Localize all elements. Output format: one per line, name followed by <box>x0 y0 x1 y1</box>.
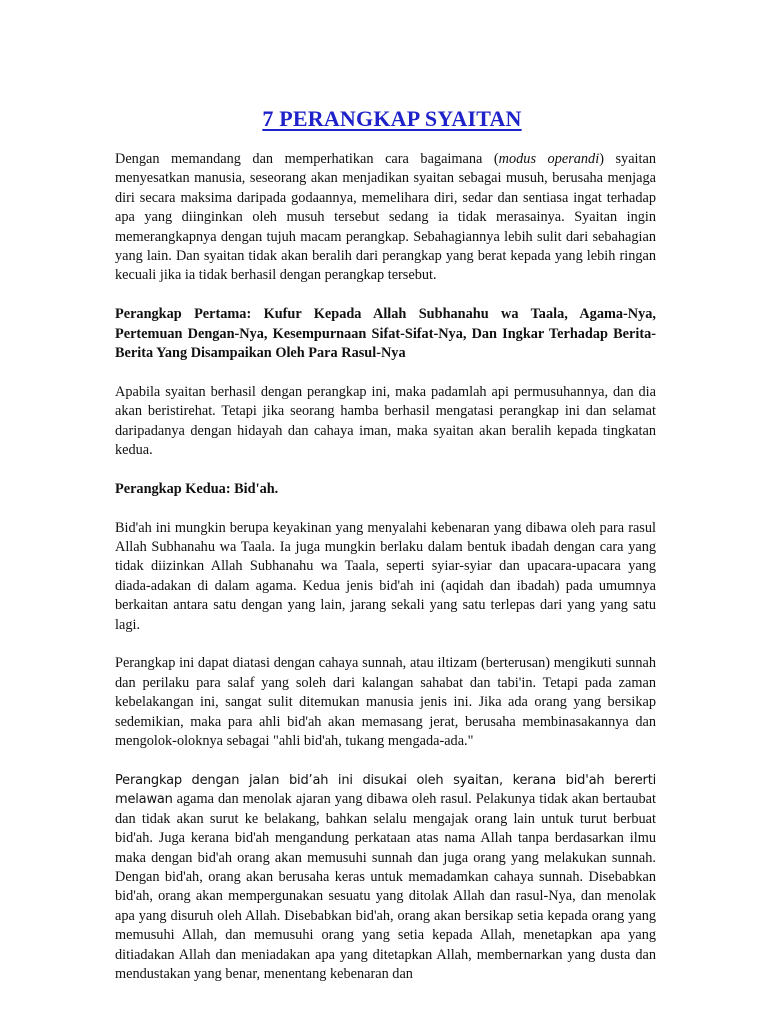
paragraph-bidah-sunnah: Perangkap ini dapat diatasi dengan cahaya sunnah, atau iltizam (berterusan) mengikuti sunnah dan perilaku para salaf yang soleh dari kalangan sahabat dan tabi'in. Tetapi pada zaman kebelakangan ini, sangat sulit ditemukan manusia jenis ini. Jika ada orang yang bersikap sedemikian, maka para ahli bid'ah akan memasang jerat, berusaha membinasakannya dan mengolok-oloknya sebagai "ahli bid'ah, tukang mengada-ada." <box>115 655 656 750</box>
paragraph-intro-after: ) syaitan menyesatkan manusia, seseorang akan menjadikan syaitan sebagai musuh, berusaha menjaga diri secara maksima daripada godaannya, memelihara diri, sedar dan sentiasa ingat terhadap apa yang diinginkan oleh musuh tersebut sedang ia tidak merasainya. Syaitan ingin memerangkapnya dengan tujuh macam perangkap. Sebahagiannya lebih sulit dari sebahagian yang lain. Dan syaitan tidak akan beralih dari perangkap yang berat kepada yang lebih ringan kecuali jika ia tidak berhasil dengan perangkap tersebut. <box>115 151 656 284</box>
paragraph-intro <box>115 150 656 286</box>
document-body <box>115 150 656 1004</box>
heading-perangkap-pertama: Perangkap Pertama: Kufur Kepada Allah Subhanahu wa Taala, Agama-Nya, Pertemuan Dengan-Nya, Kesempurnaan Sifat-Sifat-Nya, Dan Ingkar Terhadap Berita-Berita Yang Disampaikan Oleh Para Rasul-Nya <box>115 306 656 362</box>
paragraph-intro-italic: modus operandi <box>498 151 600 167</box>
heading-perangkap-kedua: Perangkap Kedua: Bid'ah. <box>115 480 279 497</box>
paragraph-bidah-reasons <box>115 771 656 984</box>
document-title: 7 PERANGKAP SYAITAN <box>262 106 522 131</box>
paragraph-pertama: Apabila syaitan berhasil dengan perangkap ini, maka padamlah api permusuhannya, dan dia akan beristirehat. Tetapi jika seorang hamba berhasil mengatasi perangkap ini dan selamat daripadanya dengan hidayah dan cahaya iman, maka syaitan akan beralih kepada tingkatan kedua. <box>115 383 656 459</box>
paragraph-bidah-definition: Bid'ah ini mungkin berupa keyakinan yang menyalahi kebenaran yang dibawa oleh para rasul Allah Subhanahu wa Taala. Ia juga mungkin berlaku dalam bentuk ibadah dengan cara yang tidak diizinkan Allah Subhanahu wa Taala, seperti syiar-syiar dan upacara-upacara yang diada-adakan di dalam agama. Kedua jenis bid'ah ini (aqidah dan ibadah) pada umumnya berkaitan antara satu dengan yang lain, jarang sekali yang satu terlepas dari yang yang satu lagi. <box>115 519 656 633</box>
paragraph-bidah-reasons-rest: agama dan menolak ajaran yang dibawa oleh rasul. Pelakunya tidak akan bertaubat dan tidak akan surut ke belakang, bahkan selalu mengajak orang lain untuk turut berbuat bid'ah. Juga kerana bid'ah mengandung perkataan atas nama Allah tanpa berdasarkan ilmu maka dengan bid'ah orang akan memusuhi sunnah dan juga orang yang melakukan sunnah. Dengan bid'ah, orang akan berusaha keras untuk memadamkan cahaya sunnah. Disebabkan bid'ah, orang akan mempergunakan sesuatu yang ditolak Allah dan rasul-Nya, dan menolak apa yang disuruh oleh Allah. Disebabkan bid'ah, orang akan bersikap setia kepada orang yang memusuhi Allah, dan memusuhi orang yang setia kepada Allah, menetapkan apa yang ditiadakan Allah dan meniadakan apa yang ditetapkan Allah, membernarkan yang dusta dan mendustakan yang benar, menentang kebenaran dan <box>115 791 656 982</box>
paragraph-intro-before: Dengan memandang dan memperhatikan cara bagaimana ( <box>115 151 499 167</box>
paragraph-bidah-reasons-lead: Perangkap dengan jalan bid’ah ini disukai oleh syaitan, kerana bid'ah bererti melawan <box>115 772 656 808</box>
